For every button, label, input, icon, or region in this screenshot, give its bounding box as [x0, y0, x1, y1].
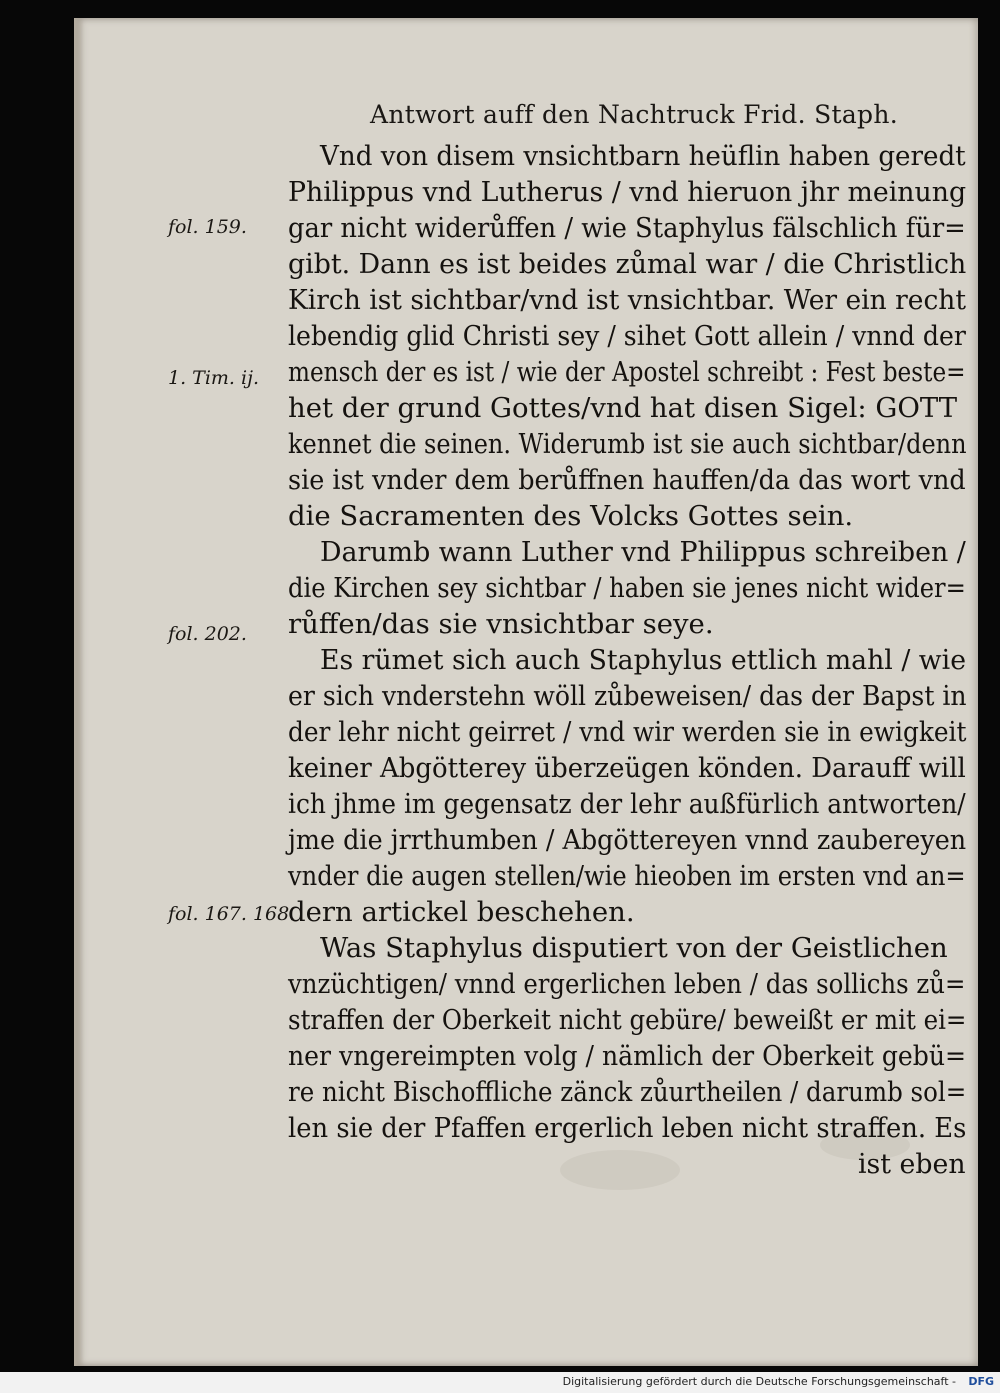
text-line: kennet die seinen. Widerumb ist sie auch sichtbar/denn: [288, 428, 967, 460]
text-line: len sie der Pfaffen ergerlich leben nicht straffen. Es: [288, 1112, 967, 1144]
text-line: keiner Abgötterey überzeügen könden. Darauff will: [288, 752, 966, 784]
text-line: het der grund Gottes/vnd hat disen Sigel: GOTT: [288, 392, 958, 424]
running-header: Antwort auff den Nachtruck Frid. Staph.: [370, 100, 898, 129]
margin-note: fol. 159.: [168, 216, 247, 238]
text-line: Vnd von disem vnsichtbarn heüflin haben geredt: [320, 140, 966, 172]
text-line: ich jhme im gegensatz der lehr außfürlich antworten/: [288, 788, 966, 820]
footer-bar: [0, 1372, 1000, 1393]
text-line: Darumb wann Luther vnd Philippus schreiben /: [320, 536, 966, 568]
text-line: die Kirchen sey sichtbar / haben sie jenes nicht wider=: [288, 572, 966, 604]
text-line: růffen/das sie vnsichtbar seye.: [288, 608, 714, 640]
text-line: gar nicht widerůffen / wie Staphylus fälschlich für=: [288, 212, 966, 244]
text-line: gibt. Dann es ist beides zůmal war / die Christlich: [288, 248, 967, 280]
text-line: Es rümet sich auch Staphylus ettlich mahl / wie: [320, 644, 967, 676]
funding-credit: Digitalisierung gefördert durch die Deutsche Forschungsgemeinschaft -: [562, 1375, 956, 1388]
text-line: Was Staphylus disputiert von der Geistlichen: [320, 932, 948, 964]
margin-note: fol. 202.: [168, 623, 247, 645]
paper-stain: [560, 1150, 680, 1190]
text-line: Philippus vnd Lutherus / vnd hieruon jhr meinung: [288, 176, 967, 208]
text-line: ner vngereimpten volg / nämlich der Oberkeit gebü=: [288, 1040, 967, 1072]
text-line: lebendig glid Christi sey / sihet Gott allein / vnnd der: [288, 320, 966, 352]
text-line: die Sacramenten des Volcks Gottes sein.: [288, 500, 854, 532]
text-line: vnder die augen stellen/wie hieoben im ersten vnd an=: [288, 860, 966, 892]
text-line: vnzüchtigen/ vnnd ergerlichen leben / das sollichs zů=: [288, 968, 966, 1000]
text-line: dern artickel beschehen.: [288, 896, 635, 928]
margin-note: 1. Tim. ij.: [168, 367, 260, 389]
text-line: re nicht Bischoffliche zänck zůurtheilen / darumb sol=: [288, 1076, 967, 1108]
text-line: straffen der Oberkeit nicht gebüre/ beweißt er mit ei=: [288, 1004, 967, 1036]
text-line: Kirch ist sichtbar/vnd ist vnsichtbar. Wer ein recht: [288, 284, 966, 316]
text-line: sie ist vnder dem berůffnen hauffen/da das wort vnd: [288, 464, 966, 496]
text-line: der lehr nicht geirret / vnd wir werden sie in ewigkeit: [288, 716, 967, 748]
text-line: mensch der es ist / wie der Apostel schreibt : Fest beste=: [288, 356, 966, 388]
text-line: er sich vnderstehn wöll zůbeweisen/ das der Bapst in: [288, 680, 967, 712]
text-line: jme die jrrthumben / Abgöttereyen vnnd zaubereyen: [288, 824, 967, 856]
catchword: ist eben: [858, 1148, 966, 1180]
dfg-logo: DFG: [968, 1375, 994, 1388]
margin-note: fol. 167. 168.: [168, 903, 296, 925]
page-gutter-shadow: [74, 18, 84, 1366]
